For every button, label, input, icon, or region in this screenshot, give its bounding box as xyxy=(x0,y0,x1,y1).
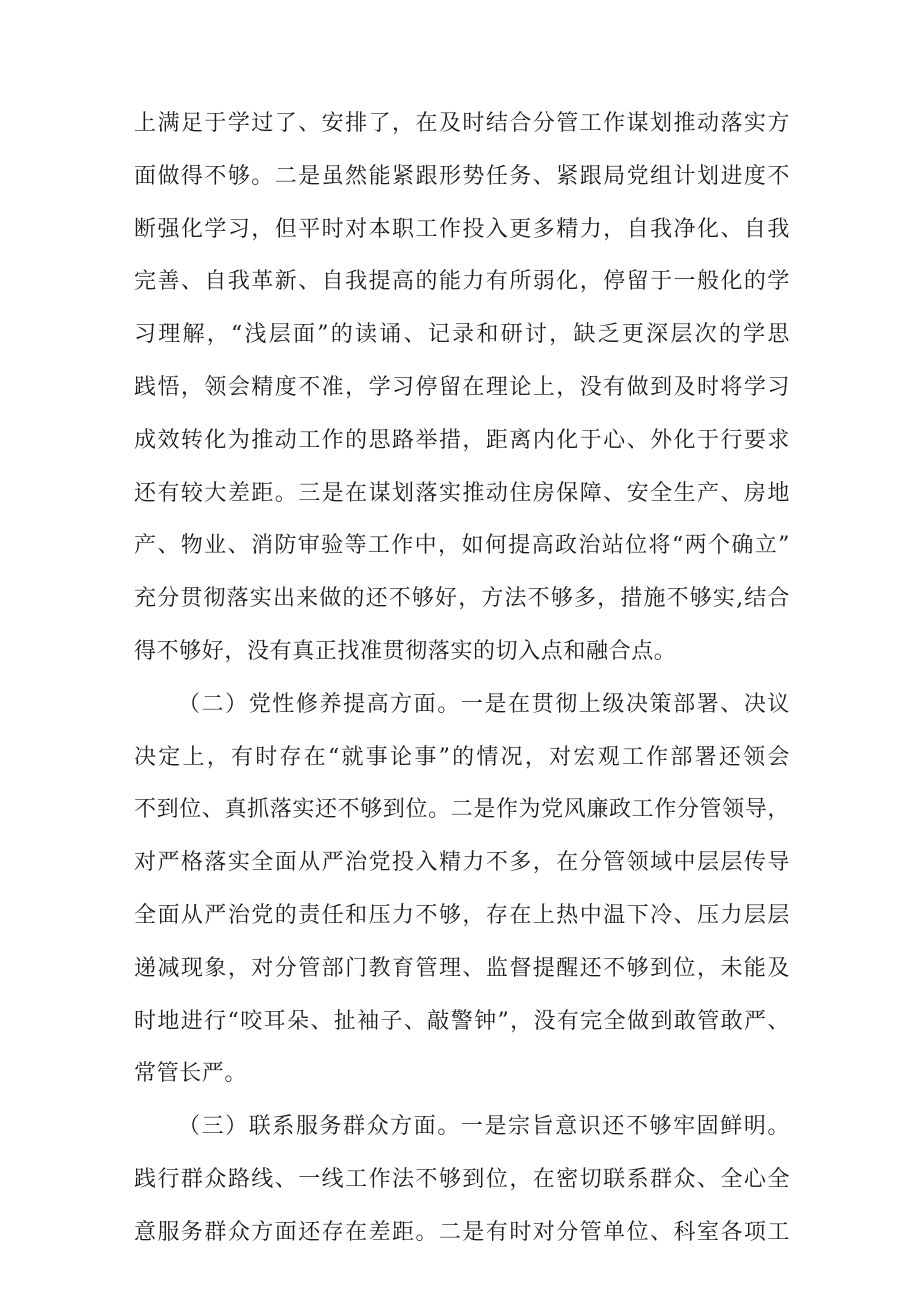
text-line-22: 意服务群众方面还存在差距。二是有时对分管单位、科室各项工 xyxy=(134,1219,790,1245)
text-line-3: 断强化学习，但平时对本职工作投入更多精力，自我净化、自我 xyxy=(134,216,790,242)
text-line-5: 习理解，“浅层面”的读诵、记录和研讨，缺乏更深层次的学思 xyxy=(134,322,790,348)
body-text xyxy=(134,98,790,1260)
text-line-15: 对严格落实全面从严治党投入精力不多，在分管领域中层层传导 xyxy=(134,850,790,876)
section-heading-party-cultivation: （二）党性修养提高方面。一是在贯彻上级决策部署、决议 xyxy=(178,691,790,717)
text-line-10: 充分贯彻落实出来做的还不够好，方法不够多，措施不够实,结合 xyxy=(134,586,790,612)
text-line-7: 成效转化为推动工作的思路举措，距离内化于心、外化于行要求 xyxy=(134,427,790,453)
text-line-21: 践行群众路线、一线工作法不够到位，在密切联系群众、全心全 xyxy=(134,1166,790,1192)
text-line-11: 得不够好，没有真正找准贯彻落实的切入点和融合点。 xyxy=(134,638,677,664)
text-line-18: 时地进行“咬耳朵、扯袖子、敲警钟”，没有完全做到敢管敢严、 xyxy=(134,1008,790,1034)
text-line-14: 不到位、真抓落实还不够到位。二是作为党风廉政工作分管领导， xyxy=(134,797,790,823)
text-line-13: 决定上，有时存在“就事论事”的情况，对宏观工作部署还领会 xyxy=(134,744,790,770)
text-line-8: 还有较大差距。三是在谋划落实推动住房保障、安全生产、房地 xyxy=(134,480,790,506)
text-line-6: 践悟，领会精度不准，学习停留在理论上，没有做到及时将学习 xyxy=(134,374,790,400)
section-heading-serving-masses: （三）联系服务群众方面。一是宗旨意识还不够牢固鲜明。 xyxy=(178,1114,790,1140)
text-line-2: 面做得不够。二是虽然能紧跟形势任务、紧跟局党组计划进度不 xyxy=(134,163,790,189)
text-line-1: 上满足于学过了、安排了，在及时结合分管工作谋划推动落实方 xyxy=(134,111,790,136)
text-line-9: 产、物业、消防审验等工作中，如何提高政治站位将“两个确立” xyxy=(134,533,790,559)
text-line-17: 递减现象，对分管部门教育管理、监督提醒还不够到位，未能及 xyxy=(134,955,790,981)
text-line-19: 常管长严。 xyxy=(134,1061,248,1087)
text-line-16: 全面从严治党的责任和压力不够，存在上热中温下冷、压力层层 xyxy=(134,902,790,928)
text-line-4: 完善、自我革新、自我提高的能力有所弱化，停留于一般化的学 xyxy=(134,269,790,295)
